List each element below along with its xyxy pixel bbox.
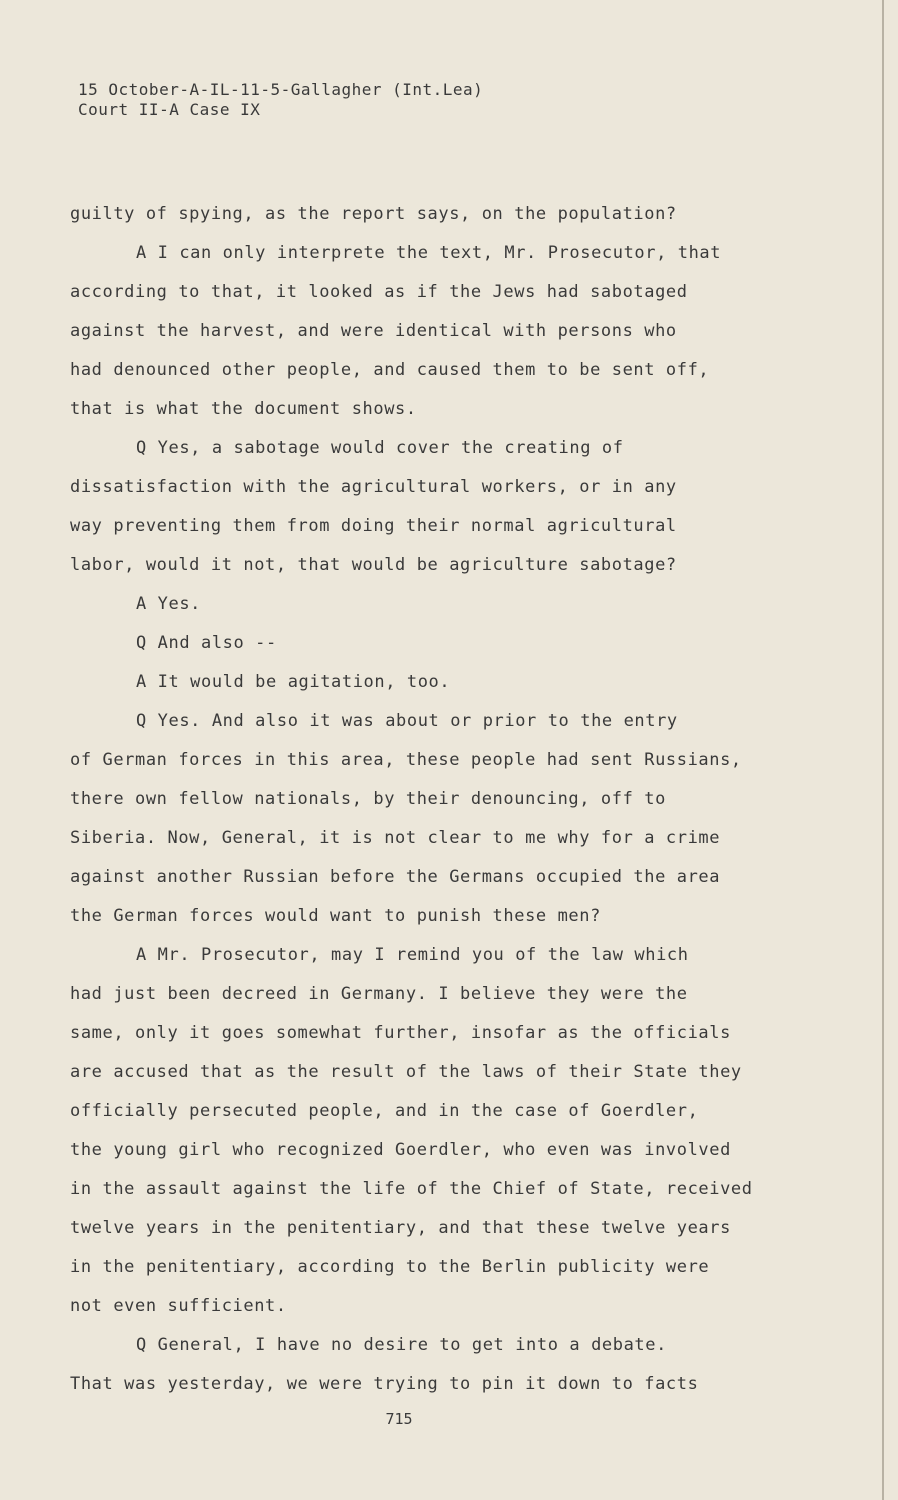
document-header: [78, 80, 483, 120]
transcript-line: A Yes.: [136, 594, 202, 614]
transcript-line: that is what the document shows.: [70, 399, 417, 419]
transcript-line: A I can only interprete the text, Mr. Prosecutor, that: [136, 243, 722, 263]
transcript-line: guilty of spying, as the report says, on the population?: [70, 204, 677, 224]
transcript-line: against another Russian before the Germans occupied the area: [70, 867, 721, 887]
transcript-line: Q Yes. And also it was about or prior to the entry: [136, 711, 678, 731]
transcript-line: labor, would it not, that would be agriculture sabotage?: [70, 555, 677, 575]
transcript-line: in the assault against the life of the Chief of State, received: [70, 1179, 753, 1199]
transcript-line: according to that, it looked as if the Jews had sabotaged: [70, 282, 688, 302]
transcript-line: way preventing them from doing their normal agricultural: [70, 516, 677, 536]
transcript-line: officially persecuted people, and in the case of Goerdler,: [70, 1101, 699, 1121]
transcript-line: That was yesterday, we were trying to pin it down to facts: [70, 1374, 699, 1394]
transcript-line: dissatisfaction with the agricultural workers, or in any: [70, 477, 677, 497]
transcript-line: not even sufficient.: [70, 1296, 287, 1316]
transcript-line: A It would be agitation, too.: [136, 672, 451, 692]
transcript-line: in the penitentiary, according to the Berlin publicity were: [70, 1257, 710, 1277]
transcript-line: the German forces would want to punish these men?: [70, 906, 601, 926]
transcript-line: had just been decreed in Germany. I believe they were the: [70, 984, 688, 1004]
transcript-line: A Mr. Prosecutor, may I remind you of the law which: [136, 945, 689, 965]
page-edge-line: [882, 0, 884, 1500]
transcript-line: Siberia. Now, General, it is not clear to me why for a crime: [70, 828, 721, 848]
transcript-line: are accused that as the result of the laws of their State they: [70, 1062, 742, 1082]
transcript-line: the young girl who recognized Goerdler, who even was involved: [70, 1140, 731, 1160]
transcript-line: Q General, I have no desire to get into a debate.: [136, 1335, 667, 1355]
transcript-line: twelve years in the penitentiary, and that these twelve years: [70, 1218, 731, 1238]
header-line-2: Court II-A Case IX: [78, 100, 261, 119]
transcript-body: [70, 195, 790, 1404]
transcript-line: Q And also --: [136, 633, 277, 653]
transcript-line: there own fellow nationals, by their denouncing, off to: [70, 789, 666, 809]
transcript-line: same, only it goes somewhat further, insofar as the officials: [70, 1023, 731, 1043]
transcript-line: against the harvest, and were identical with persons who: [70, 321, 677, 341]
transcript-line: Q Yes, a sabotage would cover the creating of: [136, 438, 624, 458]
page-number: 715: [385, 1410, 413, 1428]
header-line-1: 15 October-A-IL-11-5-Gallagher (Int.Lea): [78, 80, 484, 99]
transcript-line: of German forces in this area, these people had sent Russians,: [70, 750, 742, 770]
transcript-line: had denounced other people, and caused them to be sent off,: [70, 360, 710, 380]
